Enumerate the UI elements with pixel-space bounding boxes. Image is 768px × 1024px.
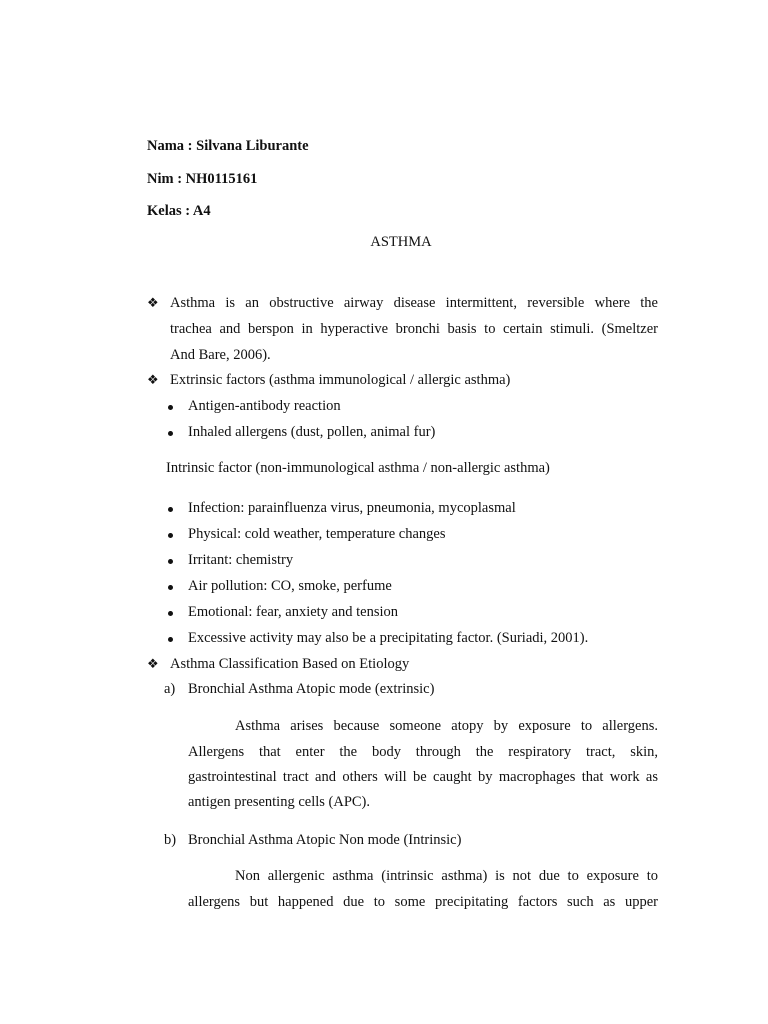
bullet-dot-icon — [168, 405, 173, 410]
list-marker-a: a) — [164, 681, 176, 697]
diamond-bullet-icon: ❖ — [147, 657, 159, 672]
paragraph-line: And Bare, 2006). — [170, 347, 271, 363]
intrinsic-heading: Intrinsic factor (non-immunological asthma / non-allergic asthma) — [166, 460, 550, 476]
list-item: Antigen-antibody reaction — [188, 398, 341, 414]
student-name: Nama : Silvana Liburante — [147, 138, 309, 154]
paragraph-line: Allergens that enter the body through the respiratory tract, skin, — [188, 744, 658, 760]
paragraph-line: allergens but happened due to some precipitating factors such as upper — [188, 894, 658, 910]
paragraph-line: trachea and berspon in hyperactive bronchi basis to certain stimuli. (Smeltzer — [170, 321, 658, 337]
list-marker-b: b) — [164, 832, 177, 848]
section-heading-classification: Asthma Classification Based on Etiology — [170, 656, 410, 672]
list-item: Inhaled allergens (dust, pollen, animal fur) — [188, 424, 436, 440]
list-item: Excessive activity may also be a precipitating factor. (Suriadi, 2001). — [188, 630, 589, 646]
subsection-title-b: Bronchial Asthma Atopic Non mode (Intrinsic) — [188, 832, 462, 848]
diamond-bullet-icon: ❖ — [147, 373, 159, 388]
list-item: Emotional: fear, anxiety and tension — [188, 604, 399, 620]
section-heading-extrinsic: Extrinsic factors (asthma immunological / allergic asthma) — [170, 372, 511, 388]
bullet-dot-icon — [168, 637, 173, 642]
paragraph-line: Non allergenic asthma (intrinsic asthma) is not due to exposure to — [235, 868, 658, 884]
student-class: Kelas : A4 — [147, 203, 211, 219]
student-nim: Nim : NH0115161 — [147, 171, 258, 187]
subsection-title-a: Bronchial Asthma Atopic mode (extrinsic) — [188, 681, 435, 697]
bullet-dot-icon — [168, 585, 173, 590]
list-item: Infection: parainfluenza virus, pneumonia, mycoplasmal — [188, 500, 516, 516]
diamond-bullet-icon: ❖ — [147, 296, 159, 311]
bullet-dot-icon — [168, 611, 173, 616]
paragraph-line: antigen presenting cells (APC). — [188, 794, 371, 810]
bullet-dot-icon — [168, 431, 173, 436]
paragraph-line: Asthma is an obstructive airway disease intermittent, reversible where the — [170, 295, 658, 311]
bullet-dot-icon — [168, 533, 173, 538]
list-item: Irritant: chemistry — [188, 552, 294, 568]
paragraph-line: Asthma arises because someone atopy by exposure to allergens. — [235, 718, 658, 734]
bullet-dot-icon — [168, 559, 173, 564]
bullet-dot-icon — [168, 507, 173, 512]
list-item: Physical: cold weather, temperature changes — [188, 526, 446, 542]
list-item: Air pollution: CO, smoke, perfume — [188, 578, 392, 594]
document-title: ASTHMA — [370, 234, 432, 250]
paragraph-line: gastrointestinal tract and others will be caught by macrophages that work as — [188, 769, 658, 785]
